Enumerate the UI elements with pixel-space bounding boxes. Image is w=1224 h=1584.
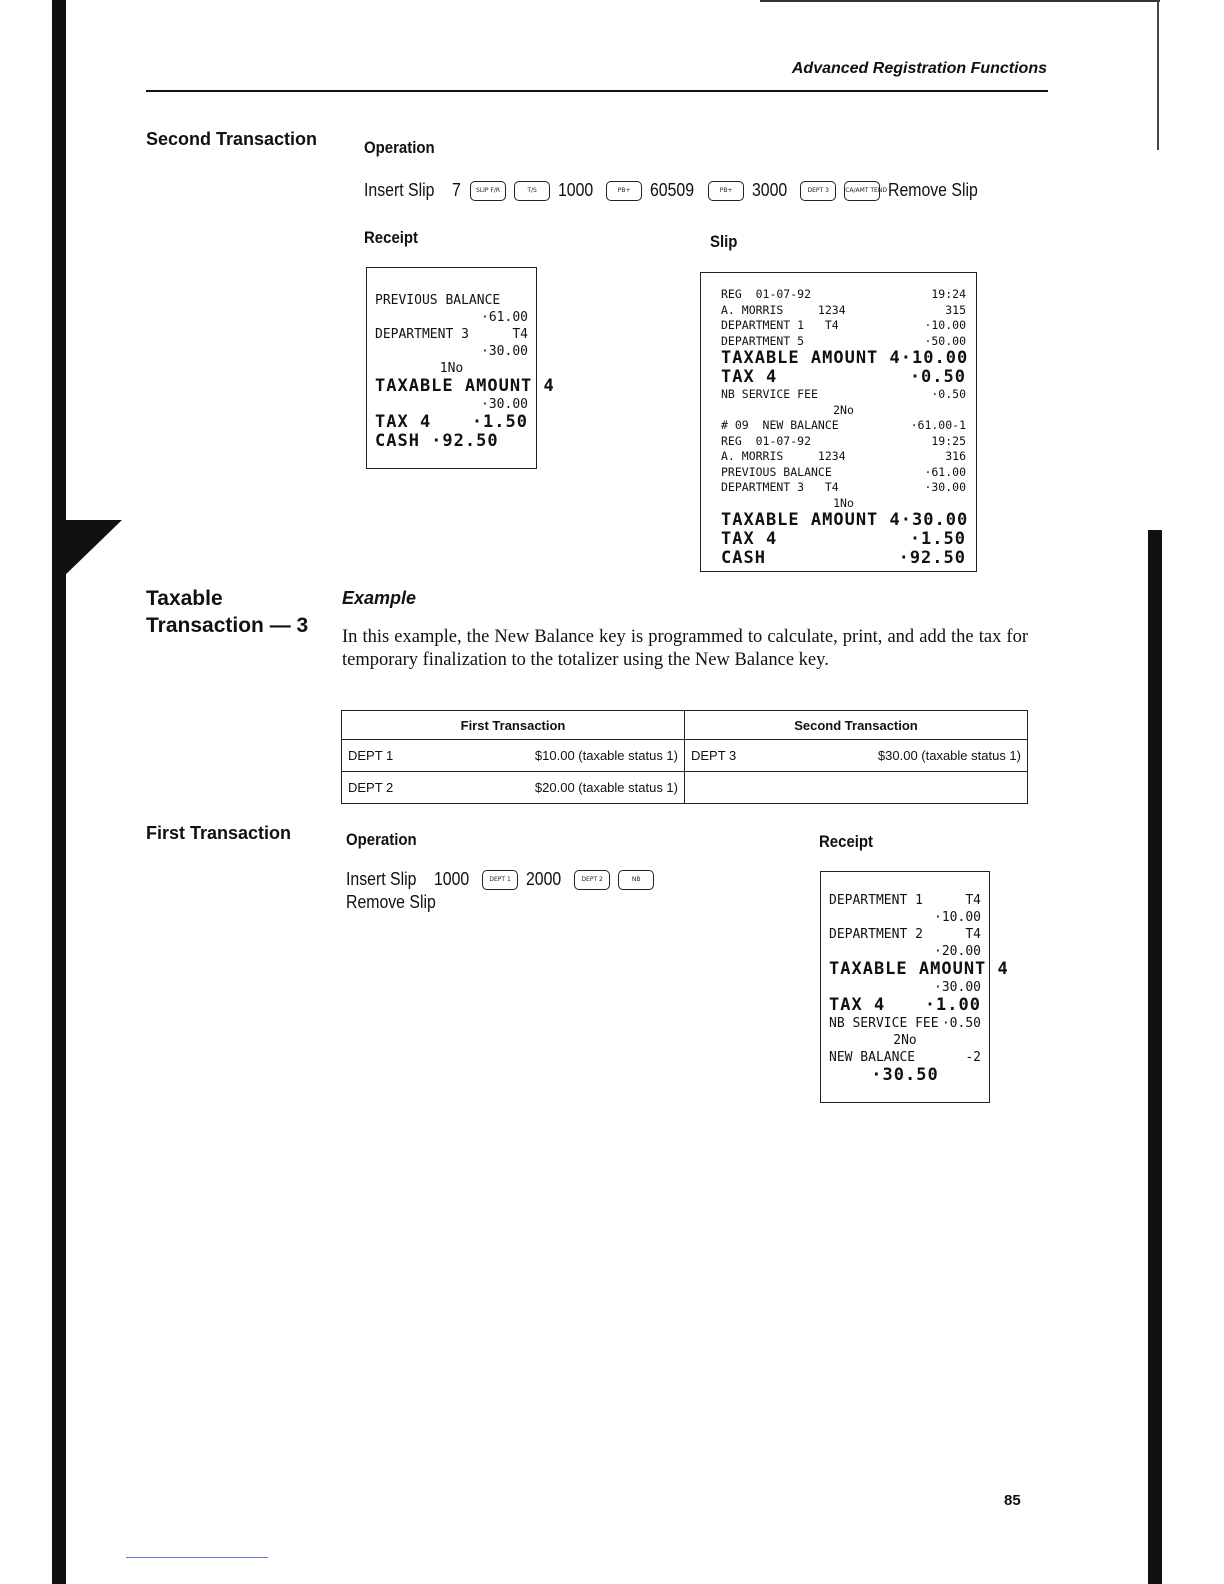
receipt-line (721, 449, 966, 465)
table-header-second: Second Transaction (685, 711, 1028, 740)
slip-printout (700, 272, 977, 572)
receipt-value-text: ·1.50 (909, 529, 966, 549)
receipt-value-text: ·1.00 (924, 995, 981, 1015)
receipt-line (829, 1049, 981, 1066)
table-header-first: First Transaction (342, 711, 685, 740)
receipt-value-text: ·0.50 (941, 1016, 981, 1031)
receipt-line (375, 292, 528, 309)
dept-key-icon: DEPT 1 (482, 870, 518, 890)
receipt-line (375, 413, 528, 432)
receipt-line (375, 309, 528, 326)
receipt-label-text: 2No (893, 1033, 917, 1048)
receipt-line (721, 387, 966, 403)
receipt-line (721, 530, 966, 549)
op-remove: Remove Slip (346, 892, 436, 912)
receipt-label-text: DEPARTMENT 1 (829, 893, 923, 908)
receipt-value-text: 19:24 (931, 287, 966, 301)
receipt-second-transaction (366, 267, 555, 469)
receipt-line (375, 432, 528, 451)
table-cell: DEPT 2 (348, 780, 394, 795)
receipt-first-transaction (820, 871, 1009, 1103)
receipt-line (721, 480, 966, 496)
example-paragraph: In this example, the New Balance key is programmed to calculate, print, and add the tax for temporary finalization to the totalizer using the New Balance key. (342, 627, 1028, 670)
receipt-label-text: TAXABLE AMOUNT 4 (829, 959, 1009, 979)
operation-sequence (346, 869, 654, 890)
section-heading-line2: Transaction — 3 (146, 614, 309, 637)
receipt-value-text: ·92.50 (898, 548, 966, 568)
receipt-value-text: ·20.00 (934, 944, 981, 959)
table-row (342, 740, 1028, 772)
op-number: 7 (452, 180, 461, 200)
op-insert: Insert Slip (346, 869, 417, 889)
nb-key-icon: NB (618, 870, 654, 890)
op-insert: Insert Slip (364, 180, 435, 200)
receipt-label-text: PREVIOUS BALANCE (721, 464, 832, 479)
section-heading (146, 585, 308, 639)
receipt-line (375, 326, 528, 343)
receipt-label: Receipt (819, 832, 874, 851)
receipt-value-text: ·30.00 (924, 480, 966, 494)
receipt-label-text: CASH (721, 548, 766, 568)
scan-edge-right-top (1157, 0, 1159, 150)
receipt-line (721, 418, 966, 434)
receipt-label-text: DEPARTMENT 2 (829, 927, 923, 942)
receipt-value-text: 316 (945, 449, 966, 463)
op-number: 2000 (526, 869, 562, 889)
pb-key-icon: PB+ (708, 181, 744, 201)
slip-label: Slip (710, 232, 738, 251)
receipt-value-text: ·0.50 (931, 387, 966, 401)
table-cell: $10.00 (taxable status 1) (534, 748, 678, 763)
receipt-value-text: ·30.00 (934, 980, 981, 995)
receipt-line (721, 334, 966, 350)
op-number: 3000 (752, 180, 788, 200)
receipt-label-text: DEPARTMENT 3 T4 (721, 480, 839, 494)
table-cell: $20.00 (taxable status 1) (534, 780, 678, 795)
op-remove: Remove Slip (888, 180, 979, 200)
receipt-line (829, 1032, 981, 1049)
receipt-line (829, 959, 1009, 979)
receipt-line (721, 465, 966, 481)
receipt-line (829, 979, 981, 996)
receipt-line (375, 360, 528, 377)
receipt-value-text: ·10.00 (924, 318, 966, 332)
receipt-value-text: ·30.00 (900, 510, 969, 530)
receipt-line (721, 287, 966, 303)
amount-tend-key-icon: CA/AMT TEND (844, 181, 880, 201)
receipt-line (721, 303, 966, 319)
page-number: 85 (1004, 1492, 1021, 1509)
receipt-line (721, 496, 966, 512)
dept-key-icon: DEPT 2 (574, 870, 610, 890)
receipt-label-text: 2No (833, 402, 854, 417)
receipt-value-text: 19:25 (931, 433, 966, 448)
receipt-value-text: -2 (965, 1050, 981, 1065)
receipt-value-text: ·50.00 (924, 333, 966, 348)
receipt-label-text: DEPARTMENT 1 T4 (721, 318, 839, 332)
receipt-line (721, 510, 969, 530)
scan-edge-right (1148, 530, 1162, 1584)
receipt-label-text: REG 01-07-92 (721, 433, 812, 448)
receipt-label-text: TAX 4 (721, 529, 778, 549)
operation-label: Operation (346, 830, 417, 849)
receipt-label-text: TAX 4 (375, 412, 432, 432)
section-heading-line1: Taxable (146, 587, 223, 610)
receipt-line (829, 996, 981, 1015)
receipt-value-text: ·10.00 (900, 348, 969, 368)
op-number: 60509 (650, 180, 695, 200)
table-cell: DEPT 1 (348, 748, 394, 763)
running-title: Advanced Registration Functions (791, 60, 1047, 77)
bottom-rule (126, 1557, 268, 1558)
receipt-value-text: ·30.00 (481, 397, 528, 412)
scan-edge-top (760, 0, 1160, 2)
receipt-label-text: A. MORRIS 1234 (721, 449, 846, 463)
receipt-label-text: 1No (439, 361, 464, 376)
pb-key-icon: PB+ (606, 181, 642, 201)
receipt-label-text: NB SERVICE FEE (829, 1016, 939, 1031)
example-label: Example (342, 588, 417, 608)
operation-sequence (364, 180, 990, 201)
receipt-line (375, 376, 555, 396)
receipt-line (721, 549, 966, 568)
receipt-line (829, 892, 981, 909)
receipt-line (721, 368, 966, 387)
receipt-label-text: CASH ·92.50 (375, 431, 499, 451)
scan-edge-notch (60, 520, 122, 580)
receipt-label-text: REG 01-07-92 (721, 287, 812, 301)
op-number: 1000 (434, 869, 470, 889)
side-heading-second-transaction: Second Transaction (146, 129, 318, 149)
receipt-line (829, 909, 981, 926)
receipt-label-text: TAXABLE AMOUNT 4 (721, 348, 901, 368)
receipt-value-text: ·61.00 (924, 464, 966, 479)
header-rule (146, 90, 1048, 92)
receipt-label-text: 1No (833, 495, 854, 510)
receipt-value-text: ·30.00 (481, 344, 528, 359)
receipt-label-text: DEPARTMENT 5 (721, 333, 805, 348)
receipt-label-text: NEW BALANCE (829, 1050, 916, 1065)
receipt-value-text: T4 (512, 327, 528, 342)
receipt-label-text: ·30.50 (871, 1065, 939, 1085)
receipt-value-text: 315 (945, 302, 966, 317)
receipt-label-text: NB SERVICE FEE (721, 387, 818, 401)
op-number: 1000 (558, 180, 594, 200)
receipt-value-text: ·10.00 (934, 910, 981, 925)
slip-key-icon: SLIP F/R (470, 181, 506, 201)
table-cell: $30.00 (taxable status 1) (877, 748, 1021, 763)
table-cell: DEPT 3 (691, 748, 737, 763)
receipt-label-text: TAXABLE AMOUNT 4 (375, 376, 555, 396)
receipt-label: Receipt (364, 228, 419, 247)
receipt-label-text: TAX 4 (721, 367, 778, 387)
table-row (342, 772, 1028, 804)
receipt-line (721, 348, 969, 368)
receipt-line (375, 343, 528, 360)
scan-edge-left (52, 0, 66, 1584)
receipt-value-text: ·0.50 (909, 367, 966, 387)
transaction-table (341, 710, 1028, 804)
receipt-value-text: ·1.50 (471, 412, 528, 432)
receipt-line (829, 943, 981, 960)
receipt-value-text: T4 (965, 893, 981, 908)
receipt-line (721, 318, 966, 334)
operation-label: Operation (364, 138, 435, 157)
receipt-line (829, 1066, 981, 1085)
receipt-line (375, 396, 528, 413)
receipt-value-text: T4 (965, 927, 981, 942)
receipt-label-text: TAX 4 (829, 995, 886, 1015)
receipt-value-text: ·61.00 (481, 310, 528, 325)
dept-key-icon: DEPT 3 (800, 181, 836, 201)
receipt-label-text: A. MORRIS 1234 (721, 302, 846, 317)
ts-key-icon: T/S (514, 181, 550, 201)
receipt-line (829, 926, 981, 943)
receipt-label-text: # 09 NEW BALANCE (721, 418, 839, 432)
receipt-value-text: ·61.00-1 (910, 418, 966, 432)
receipt-line (829, 1015, 981, 1032)
side-heading-first-transaction: First Transaction (146, 823, 292, 843)
operation-remove-line (346, 892, 448, 913)
receipt-label-text: DEPARTMENT 3 (375, 327, 469, 342)
receipt-label-text: TAXABLE AMOUNT 4 (721, 510, 901, 530)
receipt-line (721, 403, 966, 419)
receipt-label-text: PREVIOUS BALANCE (375, 293, 501, 308)
receipt-line (721, 434, 966, 450)
